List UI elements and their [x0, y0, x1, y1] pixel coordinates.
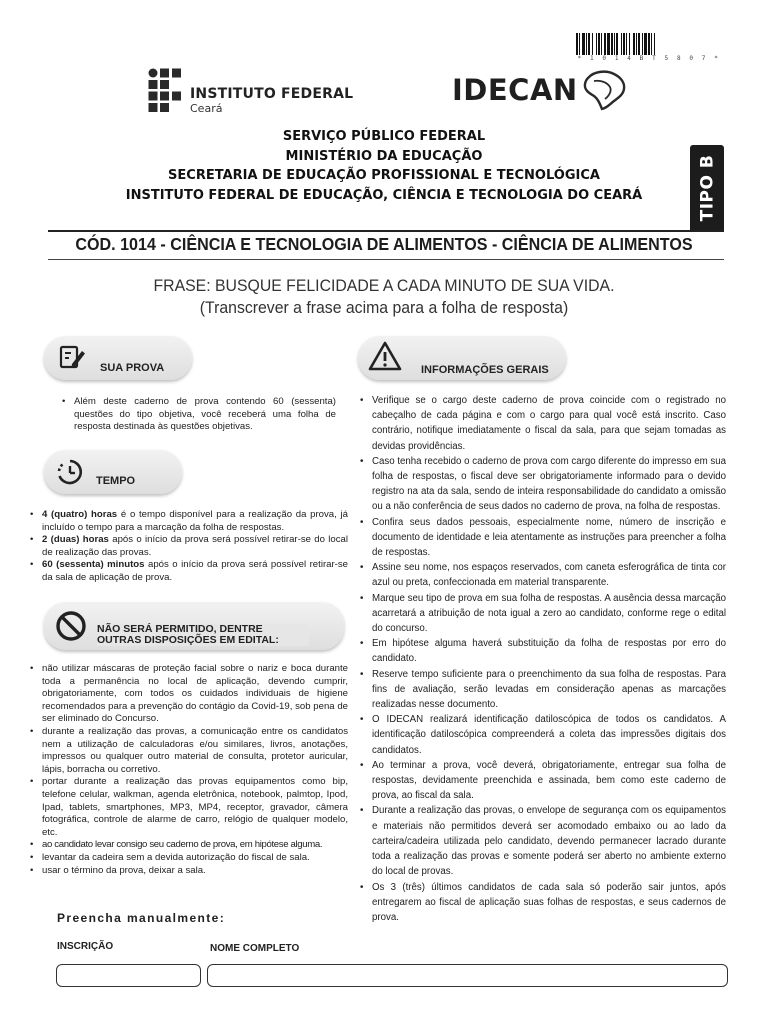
tempo-bold: 4 (quatro) horas	[42, 509, 118, 520]
nao-permitido-title-line1: NÃO SERÁ PERMITIDO, DENTRE	[97, 623, 263, 635]
barcode-bar	[633, 33, 635, 55]
frase-instruction: (Transcrever a frase acima para a folha de resposta)	[199, 298, 569, 317]
list-item: • Além deste caderno de prova contendo 60 (sessenta) questões do tipo objetiva, você receberá uma folha de resposta destinada às questões objetivas.	[62, 396, 336, 434]
inscricao-label: INSCRIÇÃO	[57, 941, 114, 952]
sua-prova-list	[62, 396, 336, 434]
cargo-title: CÓD. 1014 - CIÊNCIA E TECNOLOGIA DE ALIMENTOS - CIÊNCIA DE ALIMENTOS	[75, 234, 693, 254]
nao-permitido-title	[97, 624, 309, 646]
divider-bottom	[48, 259, 724, 260]
if-logo-subtitle: Ceará	[190, 102, 223, 115]
barcode-bar	[644, 33, 647, 55]
tempo-bold: 2 (duas) horas	[42, 534, 109, 546]
list-item: • usar o término da prova, deixar a sala.	[30, 865, 348, 878]
header-line-3: SECRETARIA DE EDUCAÇÃO PROFISSIONAL E TECNOLÓGICA	[168, 168, 600, 183]
preencha-title: Preencha manualmente:	[57, 911, 226, 925]
list-item	[30, 534, 348, 559]
barcode-bar	[579, 33, 580, 55]
inscricao-field[interactable]	[56, 964, 201, 987]
tempo-text: após o início da prova será possível retirar-se da sala de aplicação de prova.	[42, 559, 348, 583]
warning-icon	[367, 340, 403, 372]
barcode-bar	[638, 33, 640, 55]
list-item: • durante a realização das provas, a comunicação entre os candidatos nem a utilização de calculadoras e/ou similares, livros, anotações, impressos ou qualquer outro material de consulta, protetor auricular, lápis, borracha ou corretivo.	[30, 726, 348, 776]
nome-completo-field[interactable]	[207, 964, 728, 987]
list-item: • Ao terminar a prova, você deverá, obrigatoriamente, entregar sua folha de respostas, devidamente preenchida e assinada, bem como este caderno de prova, ao fiscal da sala.	[360, 758, 726, 804]
info-gerais-list	[360, 393, 726, 925]
tempo-list	[30, 509, 348, 585]
header-line-2: MINISTÉRIO DA EDUCAÇÃO	[285, 149, 483, 164]
tempo-text: após o início da prova será possível retirar-se do local de realização das provas.	[42, 534, 349, 558]
barcode-bar	[604, 33, 606, 55]
barcode-bar	[611, 33, 613, 55]
barcode-bar	[601, 33, 602, 55]
barcode-bar	[582, 33, 585, 55]
tempo-bold: 60 (sessenta) minutos	[42, 559, 145, 571]
list-item: • O IDECAN realizará identificação datiloscópica de todos os candidatos. A identificação datiloscópica compreenderá a coleta das impressões digitais dos candidatos.	[360, 712, 726, 758]
info-gerais-title: INFORMAÇÕES GERAIS	[421, 364, 549, 376]
list-item: • Verifique se o cargo deste caderno de prova coincide com o registrado no cabeçalho de cada página e com o cargo para qual você está inscrito. Caso contrário, notifique imediatamente o fiscal da sala, para que sejam tomadas as devidas providências.	[360, 393, 726, 454]
nome-completo-label: NOME COMPLETO	[210, 943, 300, 954]
barcode-bar	[629, 33, 630, 55]
brazil-map-icon	[580, 68, 628, 112]
idecan-logo-text: IDECAN	[452, 73, 578, 107]
barcode-graphic	[575, 33, 723, 55]
barcode-bar	[626, 33, 627, 55]
frase-main: FRASE: BUSQUE FELICIDADE A CADA MINUTO DE SUA VIDA.	[153, 276, 615, 295]
list-item: • Reserve tempo suficiente para o preenchimento da sua folha de respostas. Para fins de avaliação, serão levadas em consideração apenas as marcações realizadas nesse documento.	[360, 667, 726, 713]
barcode-bar	[614, 33, 615, 55]
barcode-bar	[586, 33, 587, 55]
list-item: • portar durante a realização das provas equipamentos como bip, telefone celular, walkman, agenda eletrônica, notebook, palmtop, Ipod, Ipad, tablets, smartphones, MP3, MP4, receptor, gravador, câmera fotográfica, controle de alarme de carro, relógio de qualquer modelo, etc.	[30, 776, 348, 839]
exam-pencil-icon	[58, 344, 86, 372]
barcode-bar	[654, 33, 655, 55]
list-item: • não utilizar máscaras de proteção facial sobre o nariz e boca durante toda a permanência no local de aplicação, devendo cumprir, obrigatoriamente, com todos os cuidados individuais de higiene recomendados para a prevenção do contágio da Covid-19, sob pena de ser eliminado do Concurso.	[30, 663, 348, 726]
barcode-bar	[596, 33, 597, 55]
list-item: • Durante a realização das provas, o envelope de segurança com os equipamentos e materiais não permitidos deverá ser acomodado embaixo ou ao lado da carteira/cadeira utilizada pelo candidato, devendo permanecer lacrado durante toda a realização das provas e somente poderá ser aberto no ambiente externo do local de provas.	[360, 803, 726, 879]
list-item	[30, 509, 348, 534]
list-item: • Em hipótese alguma haverá substituição da folha de respostas por erro do candidato.	[360, 636, 726, 666]
divider-top	[48, 230, 724, 232]
tempo-title: TEMPO	[96, 475, 136, 487]
prohibited-icon	[54, 609, 88, 643]
list-item: • Caso tenha recebido o caderno de prova com cargo diferente do impresso em sua folha de respostas, o fiscal deve ser obrigatoriamente informado para o devido registro na ata da sala, sendo de inteira responsabilidade do candidato a omissão ou a não conferência de seus dados no caderno de prova, na folha de respostas.	[360, 454, 726, 515]
list-item: • Assine seu nome, nos espaços reservados, com caneta esferográfica de tinta cor azul ou preta, confeccionada em material transparente.	[360, 560, 726, 590]
barcode-bar	[642, 33, 643, 55]
barcode-bar	[648, 33, 650, 55]
barcode-bar	[588, 33, 590, 55]
list-item: • Marque seu tipo de prova em sua folha de respostas. A ausência dessa marcação acarretará a atribuição de nota igual a zero ao candidato, conforme rege o edital do concurso.	[360, 591, 726, 637]
barcode-bar	[598, 33, 600, 55]
list-item: • Os 3 (três) últimos candidatos de cada sala só poderão sair juntos, após entregarem ao fiscal de aplicação suas folhas de respostas, e seus cadernos de prova.	[360, 880, 726, 926]
instituto-federal-logo	[148, 68, 184, 112]
barcode-bar	[616, 33, 618, 55]
sua-prova-title: SUA PROVA	[100, 362, 165, 374]
list-item: • ao candidato levar consigo seu caderno de prova, em hipótese alguma.	[30, 839, 348, 852]
barcode-bar	[576, 33, 578, 55]
list-item: • levantar da cadeira sem a devida autorização do fiscal de sala.	[30, 852, 348, 865]
barcode-bar	[621, 33, 622, 55]
nao-permitido-title-line2: OUTRAS DISPOSIÇÕES EM EDITAL:	[97, 634, 279, 646]
nao-permitido-list	[30, 663, 348, 877]
list-item: • Confira seus dados pessoais, especialmente nome, número de inscrição e documento de identidade e leia atentamente as instruções para preencher a folha de respostas.	[360, 515, 726, 561]
header-line-4: INSTITUTO FEDERAL DE EDUCAÇÃO, CIÊNCIA E TECNOLOGIA DO CEARÁ	[125, 188, 643, 203]
if-logo-name: INSTITUTO FEDERAL	[190, 86, 354, 102]
barcode-bar	[623, 33, 625, 55]
barcode-number: * 1 0 1 4 B T 5 8 0 7 *	[577, 55, 721, 62]
list-item	[30, 559, 348, 584]
tempo-text: é o tempo disponível para a realização da prova, já incluído o tempo para a marcação da folha de respostas.	[42, 509, 349, 533]
tipo-label: TIPO B	[697, 154, 717, 222]
tipo-label-wrap	[690, 145, 724, 231]
header-line-1: SERVIÇO PÚBLICO FEDERAL	[282, 129, 486, 144]
barcode-bar	[592, 33, 593, 55]
barcode-bar	[651, 33, 652, 55]
barcode-bar	[607, 33, 610, 55]
clock-icon	[55, 457, 85, 487]
barcode-bar	[636, 33, 637, 55]
